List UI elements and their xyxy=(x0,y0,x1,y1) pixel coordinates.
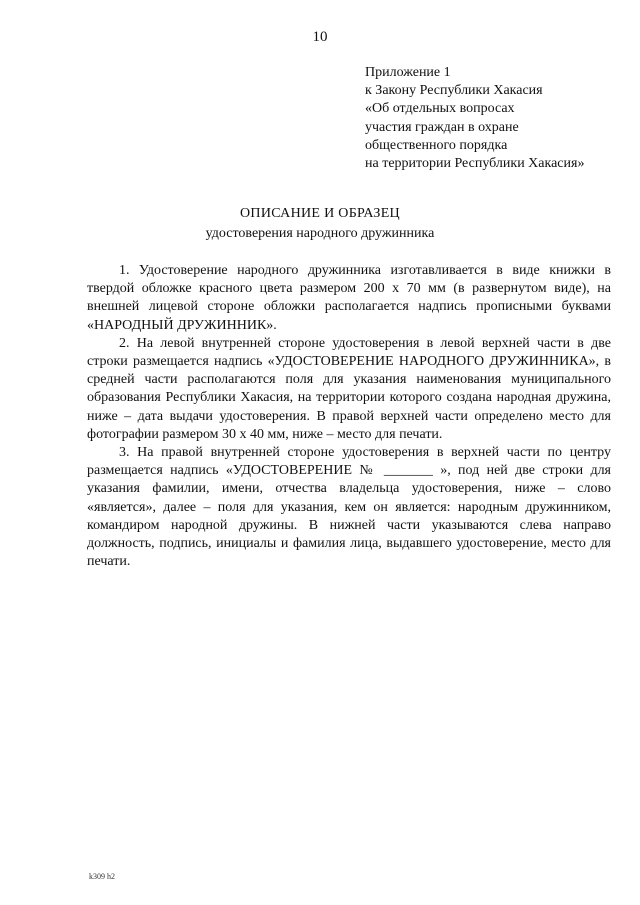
appendix-line: на территории Республики Хакасия» xyxy=(365,156,585,172)
appendix-line: к Закону Республики Хакасия xyxy=(365,83,543,99)
appendix-line: «Об отдельных вопросах xyxy=(365,101,515,117)
paragraph-3: 3. На правой внутренней стороне удостоверения в верхней части по центру размещается надпись «УДОСТОВЕРЕНИЕ № _______ », под ней две строки для указания фамилии, имени, отчества владельца удостоверения, ниже – слово «является», далее – поля для указания, кем он является: народным дружинником, командиром народной дружины. В нижней части указываются слева направо должность, подпись, инициалы и фамилия лица, выдавшего удостоверение, место для печати. xyxy=(87,445,611,570)
document-body xyxy=(87,262,611,571)
paragraph-1: 1. Удостоверение народного дружинника изготавливается в виде книжки в твердой обложке красного цвета размером 200 х 70 мм (в развернутом виде), на внешней лицевой стороне обложки располагается надпись прописными буквами «НАРОДНЫЙ ДРУЖИННИК». xyxy=(87,263,611,333)
footer-code: k309 h2 xyxy=(89,872,115,881)
appendix-line: Приложение 1 xyxy=(365,65,451,80)
appendix-line: участия граждан в охране xyxy=(365,119,519,135)
page-number: 10 xyxy=(312,29,328,45)
document-subtitle: удостоверения народного дружинника xyxy=(205,226,435,241)
appendix-line: общественного порядка xyxy=(365,137,508,153)
appendix-reference xyxy=(365,64,625,173)
paragraph-2: 2. На левой внутренней стороне удостоверения в левой верхней части в две строки размещается надпись «УДОСТОВЕРЕНИЕ НАРОДНОГО ДРУЖИННИКА», в средней части располагаются поля для указания наименования муниципального образования Республики Хакасия, на территории которого создана народная дружина, ниже – дата выдачи удостоверения. В правой верхней части определено место для фотографии размером 30 х 40 мм, ниже – место для печати. xyxy=(87,335,611,442)
document-title: ОПИСАНИЕ И ОБРАЗЕЦ xyxy=(240,206,400,221)
